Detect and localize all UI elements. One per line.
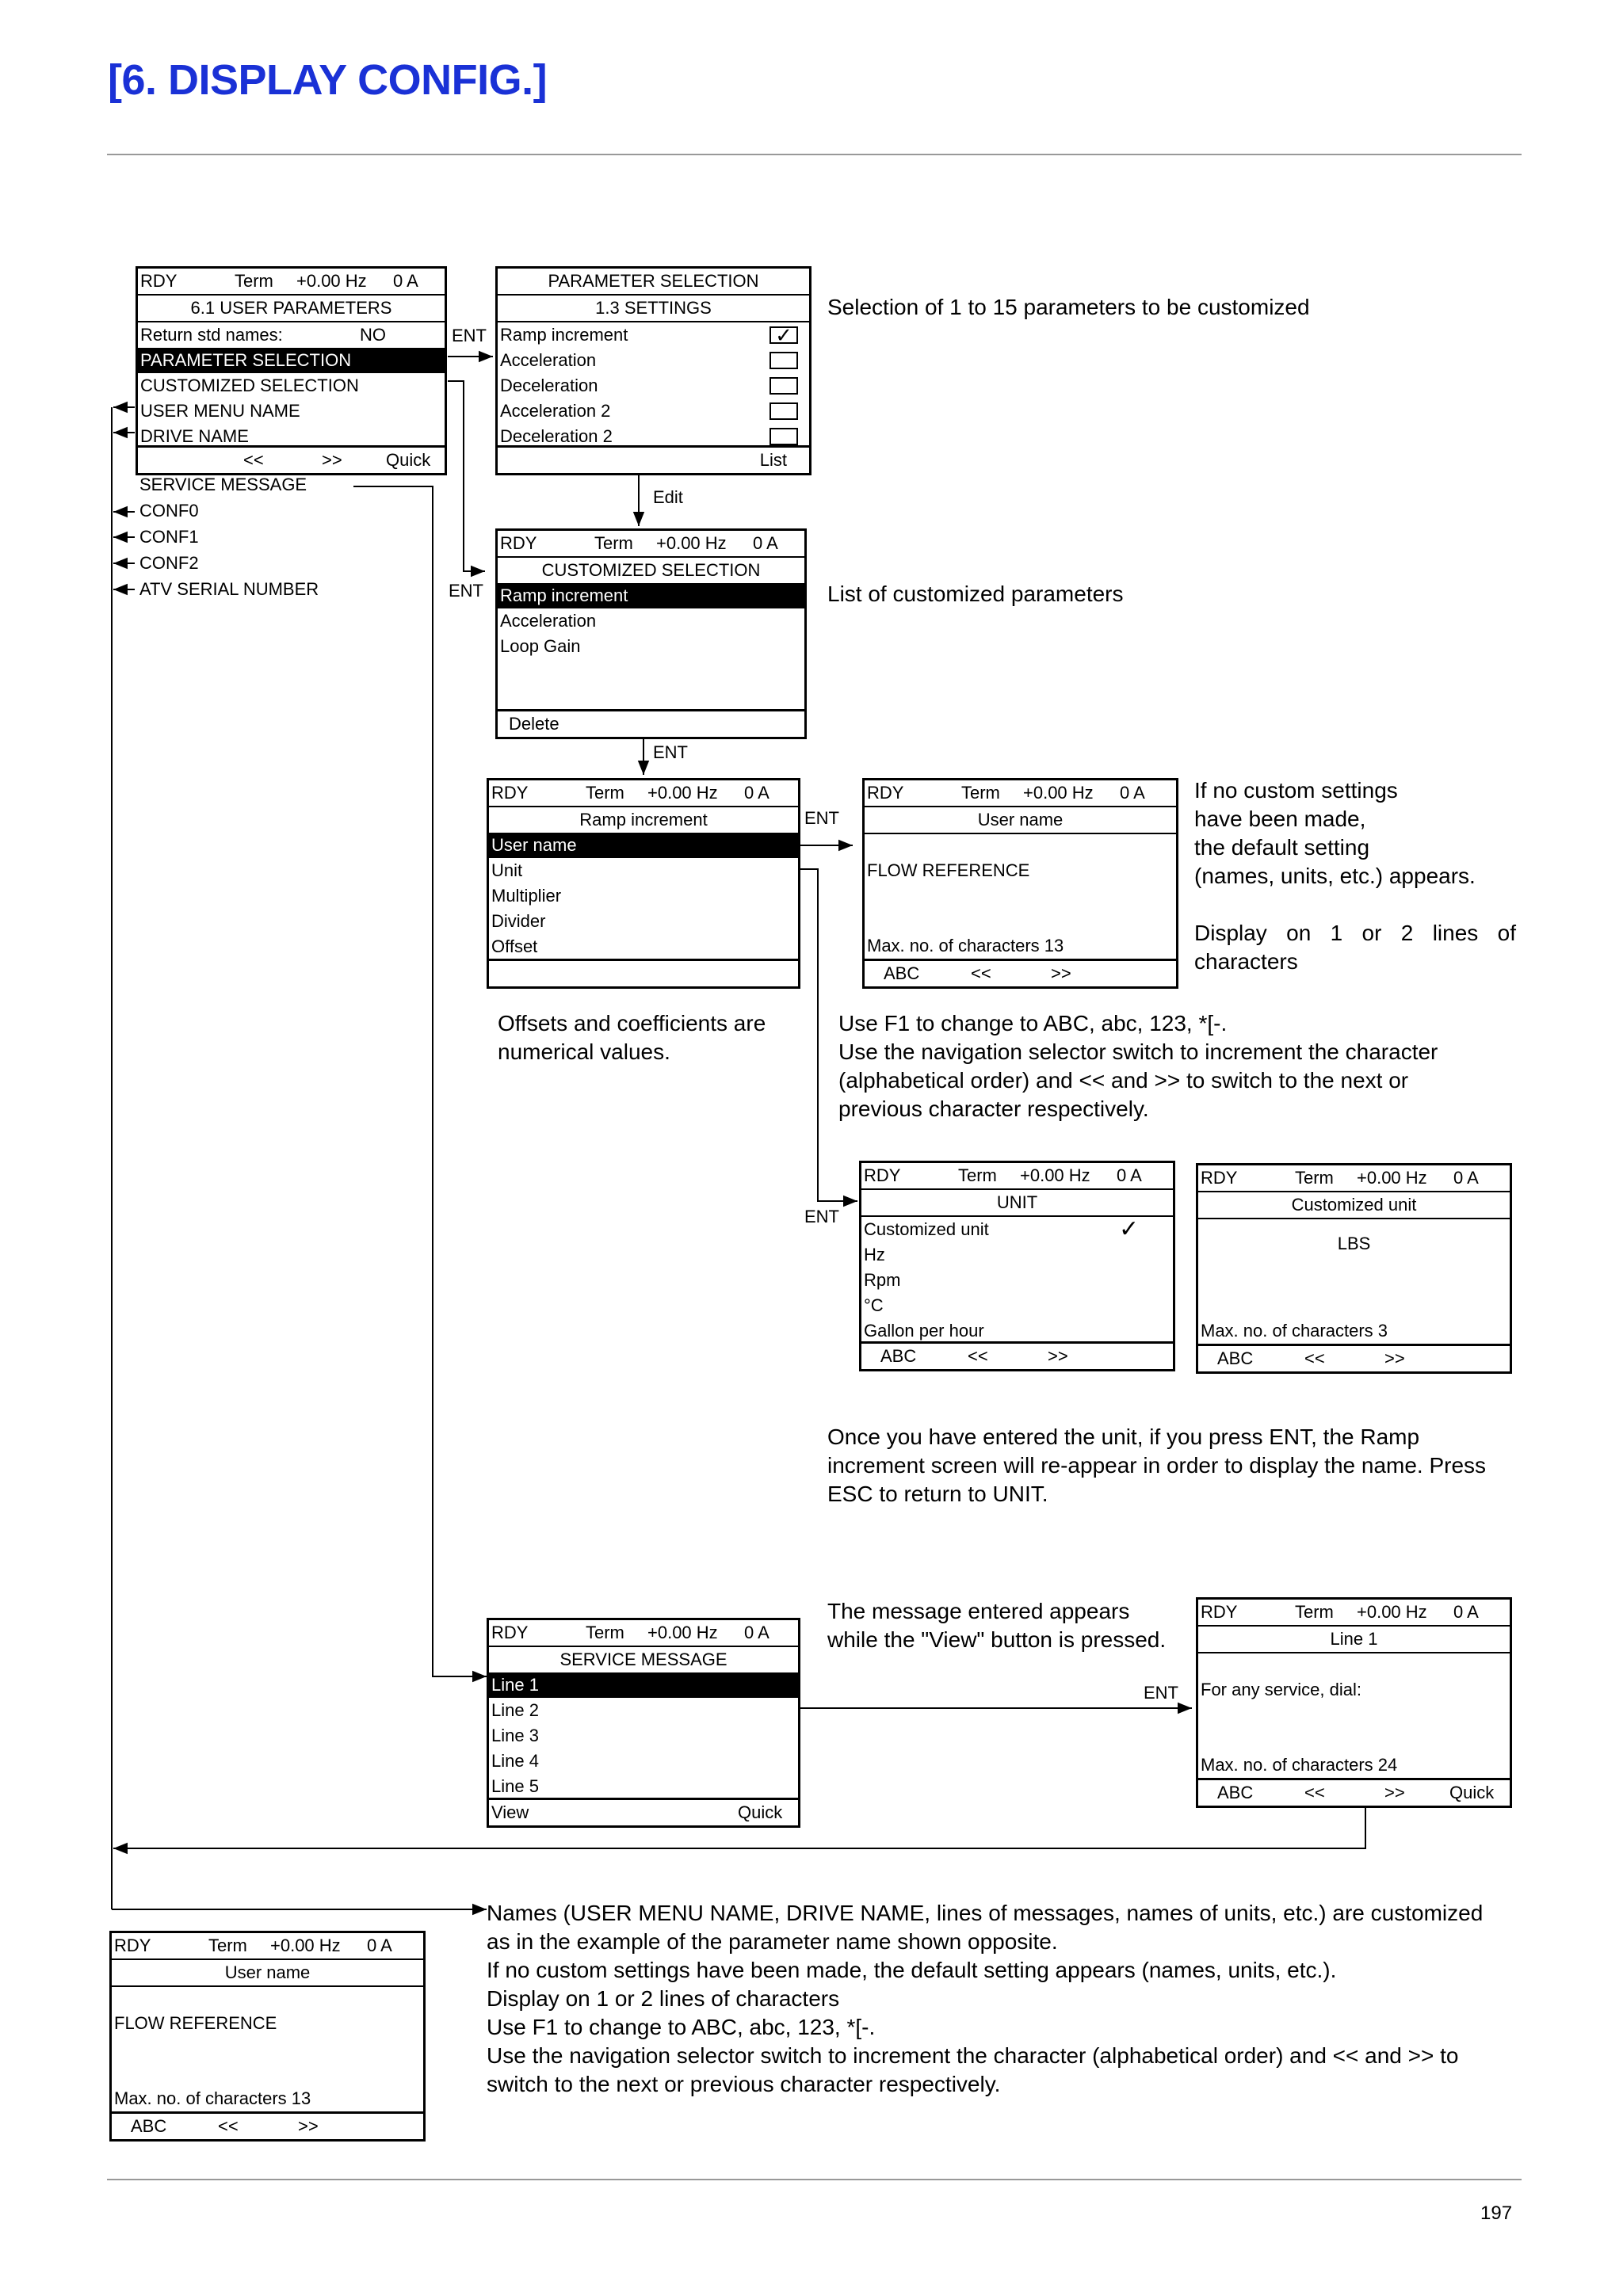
delete-key[interactable]: Delete: [509, 714, 559, 734]
unit-gallon-per-hour[interactable]: Gallon per hour: [864, 1321, 984, 1341]
ent-label-3: ENT: [653, 742, 688, 762]
status-hz: +0.00 Hz: [647, 783, 718, 803]
status-rdy: RDY: [500, 533, 537, 553]
status-amps: 0 A: [1120, 783, 1145, 803]
screen-footer: [498, 445, 809, 473]
max-chars: Max. no. of characters 3: [1201, 1321, 1388, 1341]
custom-item-loop-gain[interactable]: Loop Gain: [500, 636, 581, 656]
line1-screen: [1196, 1597, 1512, 1808]
status-term: Term: [586, 1623, 624, 1642]
menu-item-service-message[interactable]: SERVICE MESSAGE: [139, 475, 307, 494]
screen-footer: [489, 959, 798, 986]
menu-item-parameter-selection[interactable]: PARAMETER SELECTION: [138, 348, 445, 373]
checkbox[interactable]: [769, 352, 798, 369]
note-once-entered-3: ESC to return to UNIT.: [827, 1482, 1048, 1506]
status-hz: +0.00 Hz: [656, 533, 727, 553]
max-chars: Max. no. of characters 13: [867, 936, 1064, 955]
note-offsets-1: Offsets and coefficients are: [498, 1011, 766, 1035]
status-rdy: RDY: [867, 783, 904, 803]
prev-key[interactable]: <<: [218, 2116, 239, 2136]
status-rdy: RDY: [491, 783, 529, 803]
check-icon: ✓: [1119, 1217, 1140, 1242]
status-rdy: RDY: [491, 1623, 529, 1642]
page-number: 197: [1480, 2203, 1513, 2224]
status-hz: +0.00 Hz: [270, 1936, 341, 1955]
user-name-screen: [862, 778, 1178, 989]
next-key[interactable]: >>: [1384, 1348, 1405, 1368]
status-term: Term: [1295, 1602, 1334, 1622]
note-names-1: Names (USER MENU NAME, DRIVE NAME, lines of messages, names of units, etc.) are customized: [487, 1901, 1484, 1925]
status-term: Term: [594, 533, 633, 553]
screen-header: 1.3 SETTINGS: [498, 294, 809, 322]
note-names-2: as in the example of the parameter name shown opposite.: [487, 1929, 1058, 1954]
field-multiplier[interactable]: Multiplier: [491, 886, 562, 906]
screen-header: Customized unit: [1198, 1191, 1510, 1219]
param-acceleration-2[interactable]: Acceleration 2: [498, 399, 809, 424]
status-hz: +0.00 Hz: [1357, 1168, 1427, 1188]
checkbox[interactable]: [769, 402, 798, 420]
param-acceleration[interactable]: Acceleration: [498, 348, 809, 373]
user-name-value[interactable]: FLOW REFERENCE: [867, 860, 1030, 880]
screen-footer: [1198, 1344, 1510, 1371]
screen-title: PARAMETER SELECTION: [548, 271, 759, 291]
menu-item-user-menu-name[interactable]: USER MENU NAME: [140, 401, 300, 421]
unit-screen: [859, 1161, 1175, 1371]
status-term: Term: [235, 271, 273, 291]
view-key[interactable]: View: [491, 1802, 529, 1822]
abc-key[interactable]: ABC: [884, 963, 920, 983]
return-std-label: Return std names:: [140, 325, 283, 345]
note-display-lines-1: Display on 1 or 2 lines of: [1194, 921, 1516, 945]
note-once-entered-1: Once you have entered the unit, if you press ENT, the Ramp: [827, 1425, 1420, 1449]
status-term: Term: [961, 783, 1000, 803]
menu-item-conf2[interactable]: CONF2: [139, 553, 199, 573]
screen-footer: [489, 1798, 798, 1825]
user-name-value[interactable]: FLOW REFERENCE: [114, 2013, 277, 2033]
status-bar: [489, 780, 798, 806]
screen-footer: [1198, 1778, 1510, 1806]
customized-unit-value[interactable]: LBS: [1337, 1234, 1371, 1253]
prev-key[interactable]: <<: [971, 963, 991, 983]
menu-item-atv-serial-number[interactable]: ATV SERIAL NUMBER: [139, 579, 319, 599]
note-names-5: Use F1 to change to ABC, abc, 123, *[-.: [487, 2015, 876, 2039]
next-key[interactable]: >>: [298, 2116, 319, 2136]
menu-item-conf1[interactable]: CONF1: [139, 527, 199, 547]
screen-header: User name: [865, 806, 1176, 834]
message-line-3[interactable]: Line 3: [491, 1726, 539, 1745]
abc-key[interactable]: ABC: [131, 2116, 167, 2136]
note-use-f1-4: previous character respectively.: [838, 1097, 1149, 1121]
message-line-2[interactable]: Line 2: [491, 1700, 539, 1720]
abc-key[interactable]: ABC: [1217, 1783, 1254, 1802]
bottom-user-name-screen: [109, 1931, 426, 2142]
note-display-lines-2: characters: [1194, 949, 1298, 974]
menu-item-customized-selection[interactable]: CUSTOMIZED SELECTION: [140, 376, 359, 395]
next-key[interactable]: >>: [1384, 1783, 1405, 1802]
field-divider[interactable]: Divider: [491, 911, 546, 931]
edit-label: Edit: [653, 487, 683, 507]
param-ramp-increment[interactable]: Ramp increment ✓: [498, 322, 809, 348]
status-amps: 0 A: [1117, 1165, 1142, 1185]
status-amps: 0 A: [744, 1623, 769, 1642]
status-bar: [112, 1933, 423, 1958]
message-line-1[interactable]: Line 1: [489, 1672, 798, 1698]
screen-header: CUSTOMIZED SELECTION: [498, 556, 804, 583]
status-amps: 0 A: [393, 271, 418, 291]
prev-key[interactable]: <<: [1304, 1783, 1325, 1802]
next-key[interactable]: >>: [1051, 963, 1071, 983]
message-line-5[interactable]: Line 5: [491, 1776, 539, 1796]
custom-item-acceleration[interactable]: Acceleration: [500, 611, 597, 631]
note-list-customized: List of customized parameters: [827, 582, 1124, 606]
max-chars: Max. no. of characters 13: [114, 2088, 311, 2108]
param-deceleration-2[interactable]: Deceleration 2: [498, 424, 809, 449]
status-bar: [1198, 1600, 1510, 1625]
page-title: [6. DISPLAY CONFIG.]: [108, 56, 548, 104]
custom-item-ramp-increment[interactable]: Ramp increment: [498, 583, 804, 608]
return-std-value: NO: [360, 325, 386, 345]
status-rdy: RDY: [114, 1936, 151, 1955]
status-bar: [138, 269, 445, 294]
prev-key[interactable]: <<: [1304, 1348, 1325, 1368]
note-names-6: Use the navigation selector switch to increment the character (alphabetical order) and << and >> to: [487, 2043, 1459, 2068]
status-hz: +0.00 Hz: [1023, 783, 1094, 803]
service-message-screen: [487, 1618, 800, 1828]
quick-key[interactable]: Quick: [1449, 1783, 1495, 1802]
screen-footer: [861, 1341, 1173, 1369]
ent-label-1: ENT: [452, 326, 487, 345]
status-hz: +0.00 Hz: [1357, 1602, 1427, 1622]
note-use-f1-1: Use F1 to change to ABC, abc, 123, *[-.: [838, 1011, 1228, 1035]
menu-item-drive-name[interactable]: DRIVE NAME: [140, 426, 249, 446]
status-amps: 0 A: [1453, 1168, 1479, 1188]
screen-footer: [498, 709, 804, 737]
screen-footer: [112, 2111, 423, 2139]
abc-key[interactable]: ABC: [1217, 1348, 1254, 1368]
list-key[interactable]: List: [759, 450, 787, 470]
prev-key[interactable]: <<: [968, 1346, 988, 1366]
status-amps: 0 A: [1453, 1602, 1479, 1622]
status-rdy: RDY: [1201, 1168, 1238, 1188]
status-rdy: RDY: [864, 1165, 901, 1185]
screen-header: Ramp increment: [489, 806, 798, 833]
quick-key[interactable]: Quick: [738, 1802, 783, 1822]
screen-header: 6.1 USER PARAMETERS: [138, 294, 445, 322]
next-key[interactable]: >>: [1048, 1346, 1068, 1366]
menu-item-conf0[interactable]: CONF0: [139, 501, 199, 521]
note-message-entered-1: The message entered appears: [827, 1599, 1130, 1623]
status-term: Term: [586, 783, 624, 803]
note-message-entered-2: while the "View" button is pressed.: [827, 1627, 1167, 1652]
screen-footer: [865, 959, 1176, 986]
note-no-custom-4: (names, units, etc.) appears.: [1194, 864, 1476, 888]
note-selection: Selection of 1 to 15 parameters to be customized: [827, 295, 1310, 319]
note-use-f1-2: Use the navigation selector switch to increment the character: [838, 1039, 1438, 1064]
parameter-selection-screen: [495, 266, 812, 475]
user-parameters-screen: [136, 266, 447, 475]
checkbox[interactable]: [769, 377, 798, 395]
field-user-name[interactable]: User name: [489, 833, 798, 858]
note-use-f1-3: (alphabetical order) and << and >> to switch to the next or: [838, 1068, 1409, 1093]
status-hz: +0.00 Hz: [647, 1623, 718, 1642]
screen-header: Line 1: [1198, 1625, 1510, 1653]
status-term: Term: [958, 1165, 997, 1185]
checkbox-checked[interactable]: ✓: [769, 326, 798, 344]
unit-rpm[interactable]: Rpm: [864, 1270, 901, 1290]
prev-key[interactable]: <<: [243, 450, 264, 470]
status-bar: [865, 780, 1176, 806]
param-deceleration[interactable]: Deceleration: [498, 373, 809, 399]
ent-label-4: ENT: [804, 808, 839, 828]
ramp-increment-screen: [487, 778, 800, 989]
note-names-3: If no custom settings have been made, the default setting appears (names, units, etc.).: [487, 1958, 1337, 1982]
note-no-custom-2: have been made,: [1194, 807, 1366, 831]
status-amps: 0 A: [744, 783, 769, 803]
status-hz: +0.00 Hz: [1020, 1165, 1090, 1185]
status-bar: [498, 531, 804, 556]
status-term: Term: [208, 1936, 247, 1955]
note-names-4: Display on 1 or 2 lines of characters: [487, 1986, 840, 2011]
note-once-entered-2: increment screen will re-appear in order to display the name. Press: [827, 1453, 1487, 1478]
note-no-custom-3: the default setting: [1194, 835, 1370, 860]
note-no-custom-1: If no custom settings: [1194, 778, 1398, 803]
status-bar: [489, 1620, 798, 1646]
return-std-names-row[interactable]: [138, 322, 445, 348]
unit-celsius[interactable]: °C: [864, 1295, 884, 1315]
screen-header: SERVICE MESSAGE: [489, 1646, 798, 1672]
note-offsets-2: numerical values.: [498, 1039, 670, 1064]
status-bar: [861, 1163, 1173, 1188]
status-rdy: RDY: [1201, 1602, 1238, 1622]
status-amps: 0 A: [753, 533, 778, 553]
screen-header: UNIT: [861, 1188, 1173, 1217]
status-term: Term: [1295, 1168, 1334, 1188]
line1-value[interactable]: For any service, dial:: [1201, 1680, 1361, 1699]
unit-customized-unit[interactable]: Customized unit ✓: [864, 1217, 1140, 1242]
max-chars: Max. no. of characters 24: [1201, 1755, 1398, 1775]
status-hz: +0.00 Hz: [296, 271, 367, 291]
next-key[interactable]: >>: [322, 450, 342, 470]
unit-hz[interactable]: Hz: [864, 1245, 885, 1264]
ent-label-6: ENT: [1144, 1683, 1178, 1703]
abc-key[interactable]: ABC: [880, 1346, 917, 1366]
customized-selection-screen: [495, 528, 807, 739]
status-rdy: RDY: [140, 271, 178, 291]
ent-label-2: ENT: [449, 581, 483, 601]
message-line-4[interactable]: Line 4: [491, 1751, 539, 1771]
screen-footer: [138, 445, 445, 473]
ent-label-5: ENT: [804, 1207, 839, 1226]
customized-unit-screen: [1196, 1163, 1512, 1374]
status-bar: [1198, 1165, 1510, 1191]
checkbox[interactable]: [769, 428, 798, 445]
field-unit[interactable]: Unit: [491, 860, 523, 880]
status-amps: 0 A: [367, 1936, 392, 1955]
quick-key[interactable]: Quick: [386, 450, 431, 470]
field-offset[interactable]: Offset: [491, 936, 538, 956]
screen-header: User name: [112, 1958, 423, 1987]
note-names-7: switch to the next or previous character respectively.: [487, 2072, 1001, 2096]
